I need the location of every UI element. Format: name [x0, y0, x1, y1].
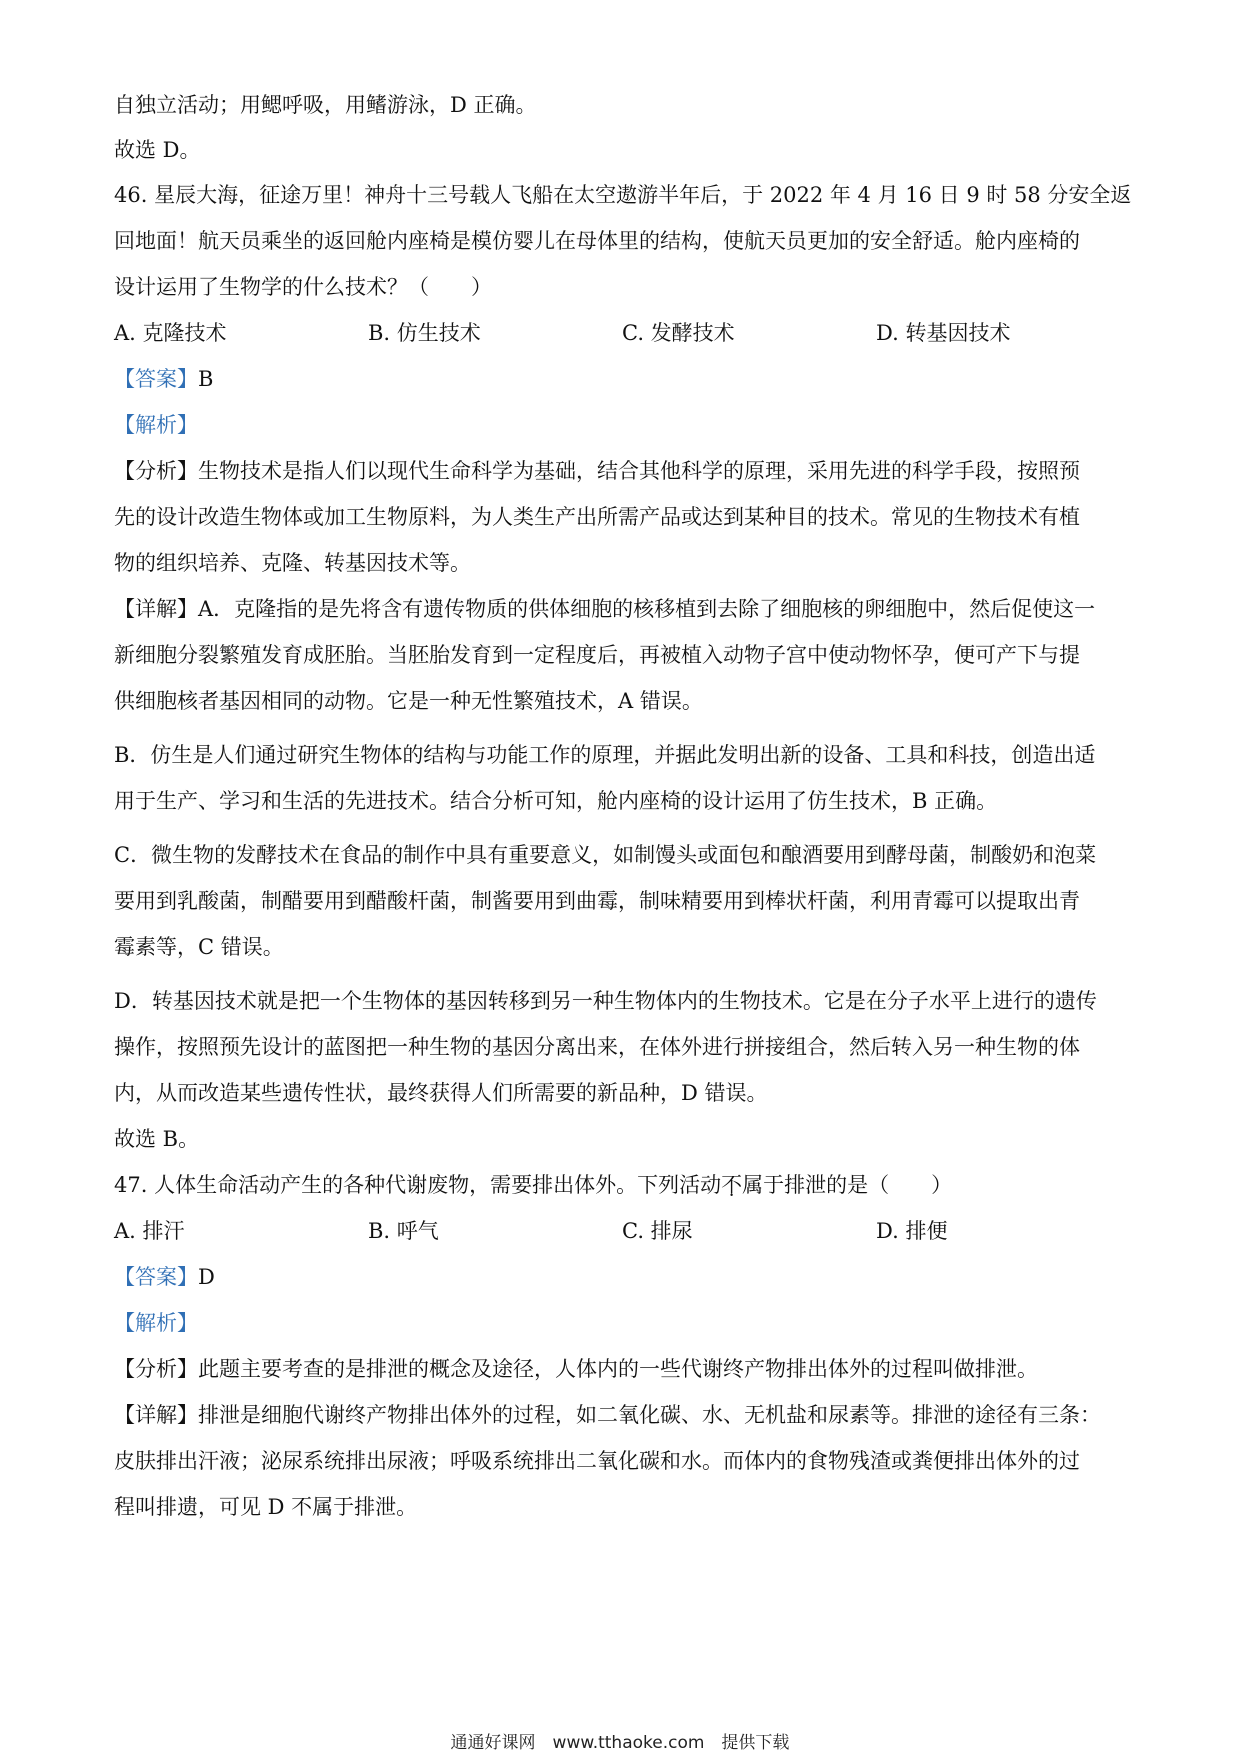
- q47-option-d: D. 排便: [876, 1219, 948, 1243]
- q47-answer: [114, 1262, 215, 1292]
- q47-option-a: A. 排汗: [114, 1219, 185, 1243]
- q46-option-d: D. 转基因技术: [876, 321, 1011, 345]
- q46-conclusion: 故选 B。: [114, 1127, 200, 1151]
- q47-xiangjie-line: 【详解】排泄是细胞代谢终产物排出体外的过程，如二氧化碳、水、无机盐和尿素等。排泄的途径有三条：: [114, 1403, 1101, 1427]
- q47-stem-part: 属于排泄的是（ ）: [742, 1173, 953, 1197]
- q46-xiangjie-line: 霉素等，C 错误。: [114, 935, 284, 959]
- q47-fenxi-line: 【分析】此题主要考查的是排泄的概念及途径，人体内的一些代谢终产物排出体外的过程叫做排泄。: [114, 1357, 1038, 1381]
- q46-fenxi-line: 【分析】生物技术是指人们以现代生命科学为基础，结合其他科学的原理，采用先进的科学手段，按照预: [114, 459, 1080, 483]
- q46-xiangjie-line: 用于生产、学习和生活的先进技术。结合分析可知，舱内座椅的设计运用了仿生技术，B 正确。: [114, 789, 998, 813]
- text-line: 自独立活动；用鳃呼吸，用鳍游泳，D 正确。: [114, 93, 537, 117]
- q46-xiangjie-line: 新细胞分裂繁殖发育成胚胎。当胚胎发育到一定程度后，再被植入动物子宫中使动物怀孕，便可产下与提: [114, 643, 1080, 667]
- q47-option-c: C. 排尿: [622, 1219, 693, 1243]
- q46-xiangjie-line: B．仿生是人们通过研究生物体的结构与功能工作的原理，并据此发明出新的设备、工具和科技，创造出适: [114, 743, 1096, 767]
- q47-stem-part: 47. 人体生命活动产生的各种代谢废物，需要排出体外。下列活动: [114, 1173, 722, 1197]
- q46-xiangjie-line: 要用到乳酸菌，制醋要用到醋酸杆菌，制酱要用到曲霉，制味精要用到棒状杆菌，利用青霉可以提取出青: [114, 889, 1080, 913]
- q46-xiangjie-line: C．微生物的发酵技术在食品的制作中具有重要意义，如制馒头或面包和酿酒要用到酵母菌，制酸奶和泡菜: [114, 843, 1097, 867]
- conclusion-line: 故选 D。: [114, 138, 201, 162]
- q47-xiangjie-line: 皮肤排出汗液；泌尿系统排出尿液；呼吸系统排出二氧化碳和水。而体内的食物残渣或粪便排出体外的过: [114, 1449, 1080, 1473]
- q47-emphasis-char: 不: [721, 1173, 743, 1197]
- q46-xiangjie-line: 操作，按照预先设计的蓝图把一种生物的基因分离出来，在体外进行拼接组合，然后转入另一种生物的体: [114, 1035, 1080, 1059]
- q46-xiangjie-line: 供细胞核者基因相同的动物。它是一种无性繁殖技术，A 错误。: [114, 689, 703, 713]
- q46-stem-line: 回地面！航天员乘坐的返回舱内座椅是模仿婴儿在母体里的结构，使航天员更加的安全舒适。舱内座椅的: [114, 229, 1080, 253]
- q46-xiangjie-line: D．转基因技术就是把一个生物体的基因转移到另一种生物体内的生物技术。它是在分子水平上进行的遗传: [114, 989, 1097, 1013]
- q46-analysis-tag: 【解析】: [114, 413, 198, 437]
- q46-stem-line: 46. 星辰大海，征途万里！神舟十三号载人飞船在太空遨游半年后，于 2022 年 4 月 16 日 9 时 58 分安全返: [114, 183, 1132, 207]
- q46-option-c: C. 发酵技术: [622, 321, 735, 345]
- q47-analysis-tag: 【解析】: [114, 1311, 198, 1335]
- answer-value: D: [198, 1265, 215, 1289]
- q46-option-b: B. 仿生技术: [368, 321, 481, 345]
- q46-fenxi-line: 物的组织培养、克隆、转基因技术等。: [114, 551, 471, 575]
- answer-tag: 【答案】: [114, 367, 198, 391]
- q47-xiangjie-line: 程叫排遗，可见 D 不属于排泄。: [114, 1495, 418, 1519]
- q46-xiangjie-line: 【详解】A．克隆指的是先将含有遗传物质的供体细胞的核移植到去除了细胞核的卵细胞中，然后促使这一: [114, 597, 1096, 621]
- q46-xiangjie-line: 内，从而改造某些遗传性状，最终获得人们所需要的新品种，D 错误。: [114, 1081, 768, 1105]
- page-footer: 通通好课网 www.tthaoke.com 提供下载: [450, 1733, 790, 1753]
- q46-fenxi-line: 先的设计改造生物体或加工生物原料，为人类生产出所需产品或达到某种目的技术。常见的生物技术有植: [114, 505, 1080, 529]
- q46-answer: [114, 364, 213, 394]
- answer-tag: 【答案】: [114, 1265, 198, 1289]
- q47-option-b: B. 呼气: [368, 1219, 439, 1243]
- answer-value: B: [198, 367, 214, 391]
- q46-option-a: A. 克隆技术: [114, 321, 227, 345]
- q47-stem: [114, 1170, 952, 1200]
- q46-stem-line: 设计运用了生物学的什么技术？（ ）: [114, 275, 492, 299]
